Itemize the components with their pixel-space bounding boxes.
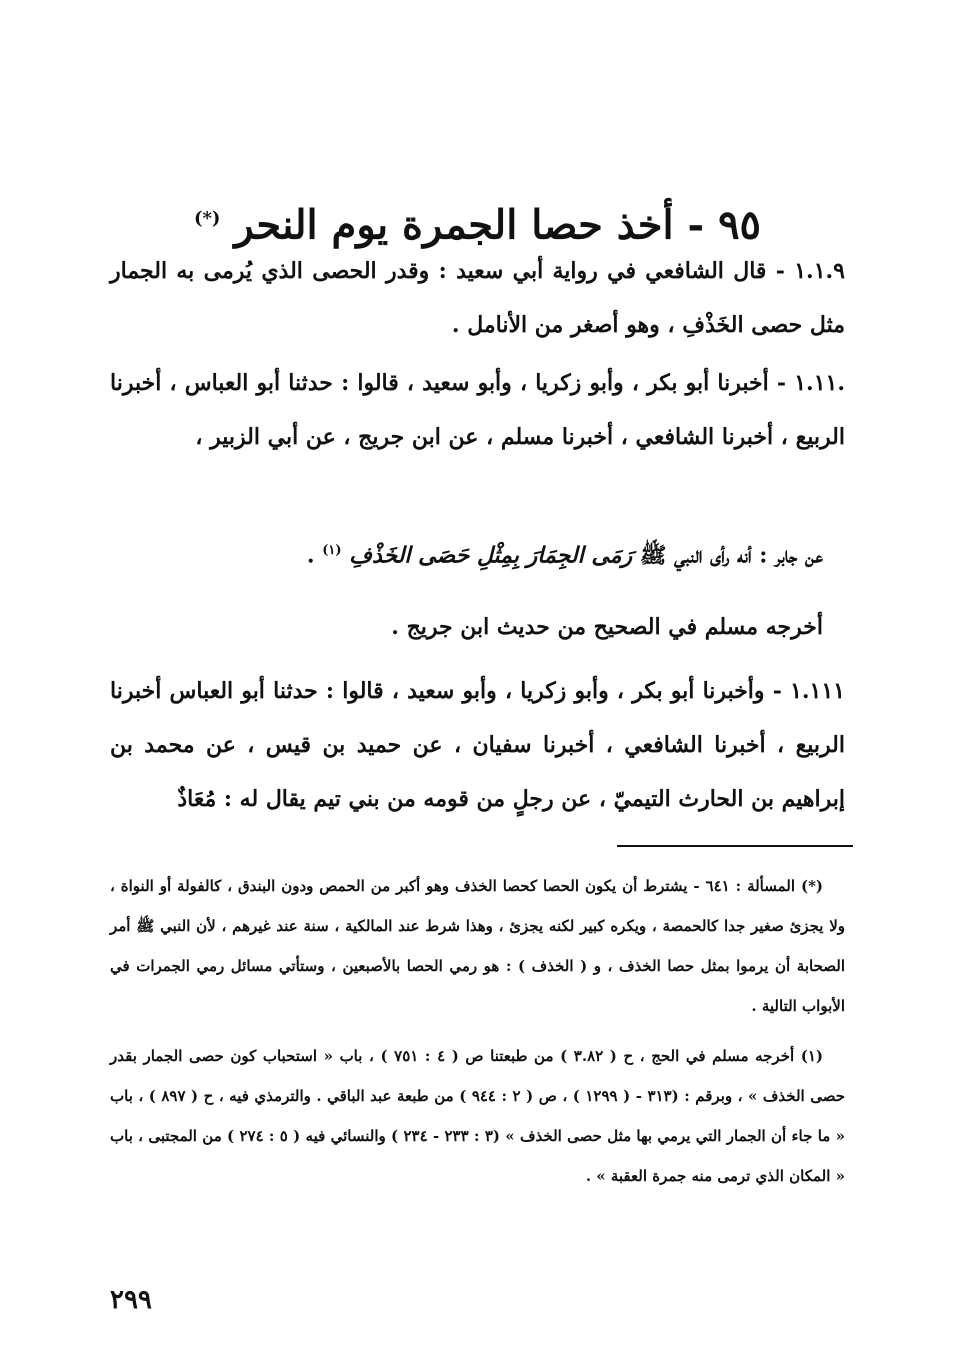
footnote-separator — [617, 845, 853, 847]
hadith-text — [110, 524, 845, 582]
chapter-title-marker: (*) — [193, 207, 221, 229]
paragraph-1011: .١.١١ - أخبرنا أبو بكر ، وأبو زكريا ، وأبو سعيد ، قالوا : حدثنا أبو العباس ، أخبرنا الربيع ، أخبرنا الشافعي ، أخبرنا مسلم ، عن ابن جريج ، عن أبي الزبير ، — [110, 370, 845, 450]
footnote-ref-1: (١) — [322, 543, 342, 558]
hadith-intro: عن جابر : أنه رأى النبي ﷺ — [639, 542, 823, 569]
paragraph-1111: ١.١١١ - وأخبرنا أبو بكر ، وأبو زكريا ، وأبو سعيد ، قالوا : حدثنا أبو العباس أخبرنا الربيع ، أخبرنا الشافعي ، أخبرنا سفيان ، عن حميد بن قيس ، عن محمد بن إبراهيم بن الحارث التيميّ ، عن رجلٍ من قومه من بني تيم يقال له : مُعَاذٌ — [110, 678, 845, 812]
footnote-star: (*) المسألة : ٦٤١ - يشترط أن يكون الحصا كحصا الخذف وهو أكبر من الحمص ودون البندق ، كالفولة أو النواة ، ولا يجزئ صغير جدا كالحمصة ، ويكره كبير لكنه يجزئ ، وهذا شرط عند المالكية ، سنة عند غيرهم ، لأن النبي ﷺ أمر الصحابة أن يرموا بمثل حصا الخذف ، و ( الخذف ) : هو رمي الحصا بالأصبعين ، وستأتي مسائل رمي الجمرات في الأبواب التالية . — [110, 877, 845, 1015]
hadith-quote: رَمَى الجِمَارَ بِمِثْلِ حَصَى الخَذْفِ — [349, 542, 633, 569]
footnote-1: (١) أخرجه مسلم في الحج ، ح ( ٣.٨٢ ) من طبعتنا ص ( ٤ : ٧٥١ ) ، باب « استحباب كون حصى الجمار بقدر حصى الخذف » ، وبرقم : (٣١٣ - ( ١٢٩٩ ) ، ص ( ٢ : ٩٤٤ ) من طبعة عبد الباقي . والترمذي فيه ، ح ( ٨٩٧ ) ، باب « ما جاء أن الجمار التي يرمي بها مثل حصى الخذف » (٣ : ٢٣٣ - ٢٣٤ ) والنسائي فيه ( ٥ : ٢٧٤ ) من المجتبى ، باب « المكان الذي ترمى منه جمرة العقبة » . — [110, 1047, 845, 1185]
takhrij-line: أخرجه مسلم في الصحيح من حديث ابن جريج . — [391, 614, 823, 640]
chapter-title-text: ٩٥ - أخذ حصا الجمرة يوم النحر — [234, 201, 762, 249]
page-number: ٢٩٩ — [110, 1285, 152, 1315]
paragraph-1009: ١.١.٩ - قال الشافعي في رواية أبي سعيد : وقدر الحصى الذي يُرمى به الجمار مثل حصى الخَذْفِ ، وهو أصغر من الأنامل . — [110, 258, 845, 338]
hadith-end: . — [306, 542, 315, 569]
